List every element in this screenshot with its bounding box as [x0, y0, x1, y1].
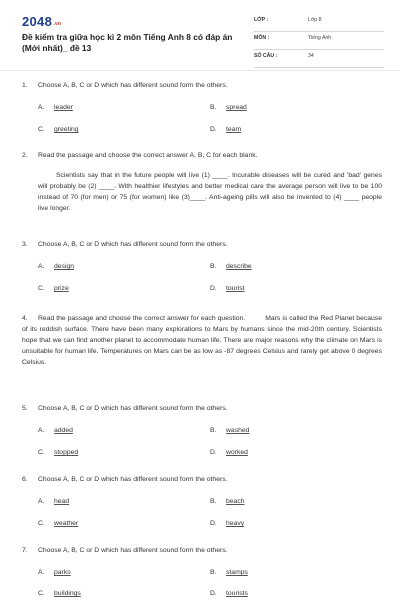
option-letter: D. — [210, 520, 217, 527]
option-c[interactable] — [38, 449, 78, 456]
option-word: washed — [226, 427, 250, 434]
question-prompt: Read the passage and choose the correct answer A, B, C for each blank. — [38, 152, 258, 159]
option-b[interactable] — [210, 427, 249, 434]
option-letter: C. — [38, 449, 45, 456]
option-letter: A. — [38, 427, 45, 434]
option-word: weather — [54, 520, 79, 527]
option-letter: A. — [38, 498, 45, 505]
question-header — [22, 241, 382, 253]
option-b[interactable] — [210, 104, 247, 111]
option-letter: C. — [38, 126, 45, 133]
question-prompt: Choose A, B, C or D which has different sound form the others. — [38, 405, 228, 412]
question-prompt: Choose A, B, C or D which has different sound form the others. — [38, 241, 228, 248]
meta-row-question-count — [254, 50, 384, 68]
meta-row-class — [254, 14, 384, 32]
option-word: head — [54, 498, 70, 505]
option-c[interactable] — [38, 590, 81, 597]
option-b[interactable] — [210, 569, 248, 576]
meta-row-subject — [254, 32, 384, 50]
option-b[interactable] — [210, 498, 245, 505]
question-header — [22, 82, 382, 94]
option-word: worked — [226, 449, 248, 456]
option-word: design — [54, 263, 75, 270]
meta-key: MÔN : — [254, 35, 270, 41]
question-number: 3. — [22, 241, 28, 248]
option-word: describe — [226, 263, 252, 270]
question-number: 6. — [22, 476, 28, 483]
passage-text: Mars is called the Red Planet because of its reddish surface. There have been many explorations to Mars by humans since the mid-20th century. Scientists hope that we can find another planet to accommodate human life. There are major reasons why the climate on Mars is unsuitable for human life. Temperatures on Mars can be as low as -87 degrees Celsius and rarely get above 0 degrees Celsius. — [22, 315, 382, 366]
option-letter: D. — [210, 449, 217, 456]
option-letter: A. — [38, 104, 45, 111]
option-letter: D. — [210, 126, 217, 133]
question-2 — [22, 152, 382, 214]
question-prompt: Choose A, B, C or D which has different sound form the others. — [38, 476, 228, 483]
logo-main-text: 2048 — [22, 14, 53, 29]
option-a[interactable] — [38, 427, 73, 434]
option-letter: A. — [38, 569, 45, 576]
option-word: leader — [54, 104, 73, 111]
question-4 — [22, 313, 382, 368]
question-number: 1. — [22, 82, 28, 89]
question-1 — [22, 82, 382, 142]
option-d[interactable] — [210, 590, 248, 597]
options-grid — [22, 104, 382, 142]
meta-key: LỚP : — [254, 17, 269, 23]
option-word: beach — [226, 498, 245, 505]
option-word: buildings — [54, 590, 81, 597]
option-letter: C. — [38, 285, 45, 292]
option-word: parks — [54, 569, 71, 576]
meta-value: 34 — [308, 53, 314, 59]
reading-passage — [38, 170, 382, 214]
question-prompt: Choose A, B, C or D which has different sound form the others. — [38, 547, 228, 554]
option-word: stopped — [54, 449, 79, 456]
option-word: prize — [54, 285, 69, 292]
question-header — [22, 405, 382, 417]
question-prompt: Choose A, B, C or D which has different sound form the others. — [38, 82, 228, 89]
option-letter: D. — [210, 590, 217, 597]
options-grid — [22, 427, 382, 465]
option-letter: B. — [210, 498, 217, 505]
option-letter: B. — [210, 104, 217, 111]
passage-text: Scientists say that in the future people will live (1) ____. Incurable diseases will be cured and 'bad' genes will probably be (2) ____. With healthier lifestyles and better medical care the average person will live to be 100 instead of 70 (for men) or 75 (for women) like (3)____. Anti-ageing pills will also be invented to (4) ____ people live longer. — [38, 172, 382, 212]
meta-value: Tiếng Anh — [308, 35, 332, 41]
option-d[interactable] — [210, 520, 244, 527]
question-5 — [22, 405, 382, 465]
option-word: spread — [226, 104, 247, 111]
question-4-block — [22, 313, 382, 368]
meta-info-box — [254, 14, 384, 68]
question-number: 5. — [22, 405, 28, 412]
question-number: 7. — [22, 547, 28, 554]
option-a[interactable] — [38, 498, 69, 505]
option-letter: A. — [38, 263, 45, 270]
question-number: 2. — [22, 152, 28, 159]
option-a[interactable] — [38, 263, 74, 270]
option-c[interactable] — [38, 285, 69, 292]
option-word: tourist — [226, 285, 245, 292]
option-letter: C. — [38, 520, 45, 527]
option-word: greeting — [54, 126, 79, 133]
option-c[interactable] — [38, 520, 78, 527]
question-3 — [22, 241, 382, 301]
option-a[interactable] — [38, 569, 71, 576]
meta-value: Lớp 8 — [308, 17, 322, 23]
options-grid — [22, 263, 382, 301]
option-letter: B. — [210, 427, 217, 434]
options-grid — [22, 569, 382, 600]
option-a[interactable] — [38, 104, 73, 111]
question-header — [22, 476, 382, 488]
option-word: stamps — [226, 569, 248, 576]
option-b[interactable] — [210, 263, 252, 270]
options-grid — [22, 498, 382, 536]
option-letter: D. — [210, 285, 217, 292]
option-d[interactable] — [210, 126, 241, 133]
option-d[interactable] — [210, 449, 248, 456]
option-word: tourists — [226, 590, 248, 597]
question-header — [22, 152, 382, 164]
option-word: heavy — [226, 520, 245, 527]
option-word: team — [226, 126, 242, 133]
option-letter: B. — [210, 263, 217, 270]
logo-suffix-text: .vn — [53, 21, 62, 27]
site-logo[interactable] — [22, 14, 61, 29]
question-number: 4. — [22, 315, 28, 322]
option-letter: C. — [38, 590, 45, 597]
option-word: added — [54, 427, 73, 434]
option-c[interactable] — [38, 126, 79, 133]
document-header — [22, 14, 382, 72]
document-title: Đề kiểm tra giữa học kì 2 môn Tiếng Anh 8 có đáp án (Mới nhất)_ đề 13 — [22, 32, 233, 53]
option-d[interactable] — [210, 285, 245, 292]
question-prompt: Read the passage and choose the correct answer for each question. — [38, 315, 246, 322]
question-header — [22, 547, 382, 559]
question-7 — [22, 547, 382, 600]
meta-key: SỐ CÂU : — [254, 53, 278, 59]
header-divider — [0, 70, 400, 71]
option-letter: B. — [210, 569, 217, 576]
question-6 — [22, 476, 382, 536]
